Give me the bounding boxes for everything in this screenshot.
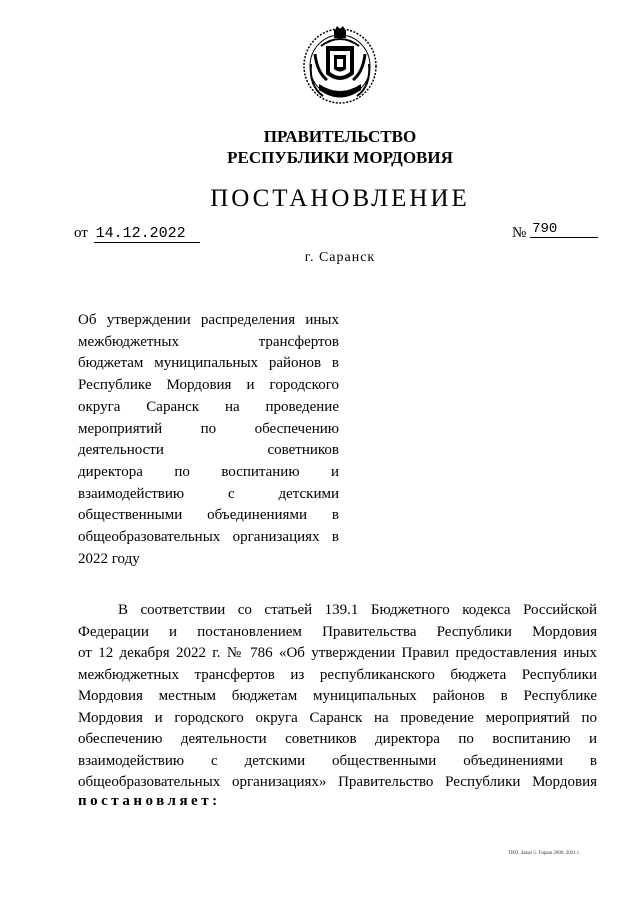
subject-line: деятельности советников xyxy=(78,442,339,459)
subject-line: общеобразовательных организациях в xyxy=(78,529,339,546)
city-name: г. Саранск xyxy=(304,250,376,265)
subject-line: общественными объединениями в xyxy=(78,507,339,524)
government-title-line2: РЕСПУБЛИКИ МОРДОВИЯ xyxy=(227,148,453,167)
decree-number xyxy=(512,221,598,243)
subject-line: 2022 году xyxy=(78,550,140,567)
subject-line: Республике Мордовия и городского xyxy=(78,377,339,394)
body-line: Мордовия местным бюджетам муниципальных районов в Республике xyxy=(78,688,597,704)
body-line: взаимодействию с детскими общественными объединениями в xyxy=(78,752,597,769)
decree-body-paragraph xyxy=(78,600,597,794)
body-line: В соответствии со статьей 139.1 Бюджетного кодекса Российской xyxy=(118,602,597,618)
body-line: Мордовия и городского округа Саранск на проведение мероприятий по xyxy=(78,709,597,726)
print-footer: ТИО. Заказ 5. Тираж 2000. 2021 г. xyxy=(508,851,580,856)
subject-line: бюджетам муниципальных районов в xyxy=(78,355,339,372)
date-value: 14.12.2022 xyxy=(94,225,200,243)
subject-line: межбюджетных трансфертов xyxy=(78,333,339,350)
subject-line: директора по воспитанию и xyxy=(78,463,339,480)
body-line: обеспечению деятельности советников директора по воспитанию и xyxy=(78,731,597,747)
number-value: 790 xyxy=(530,221,598,238)
body-line: межбюджетных трансфертов из республиканского бюджета Республики xyxy=(78,666,597,683)
number-prefix: № xyxy=(512,225,527,241)
coat-of-arms-emblem xyxy=(301,24,379,106)
decree-date xyxy=(74,225,200,243)
body-line: общеобразовательных организациях» Правительство Республики Мордовия xyxy=(78,774,597,790)
subject-line: округа Саранск на проведение xyxy=(78,398,339,415)
body-line: от 12 декабря 2022 г. № 786 «Об утверждении Правил предоставления иных xyxy=(78,645,597,661)
date-prefix: от xyxy=(74,225,88,241)
subject-line: взаимодействию с детскими xyxy=(78,485,339,502)
subject-line: мероприятий по обеспечению xyxy=(78,420,339,437)
document-type-heading: ПОСТАНОВЛЕНИЕ xyxy=(210,185,470,212)
body-line: Федерации и постановлением Правительства Республики Мордовия xyxy=(78,623,597,640)
decree-subject xyxy=(78,310,339,570)
subject-line: Об утверждении распределения иных xyxy=(78,312,339,328)
resolves-keyword: постановляет: xyxy=(78,793,221,809)
government-title-line1: ПРАВИТЕЛЬСТВО xyxy=(263,127,417,146)
